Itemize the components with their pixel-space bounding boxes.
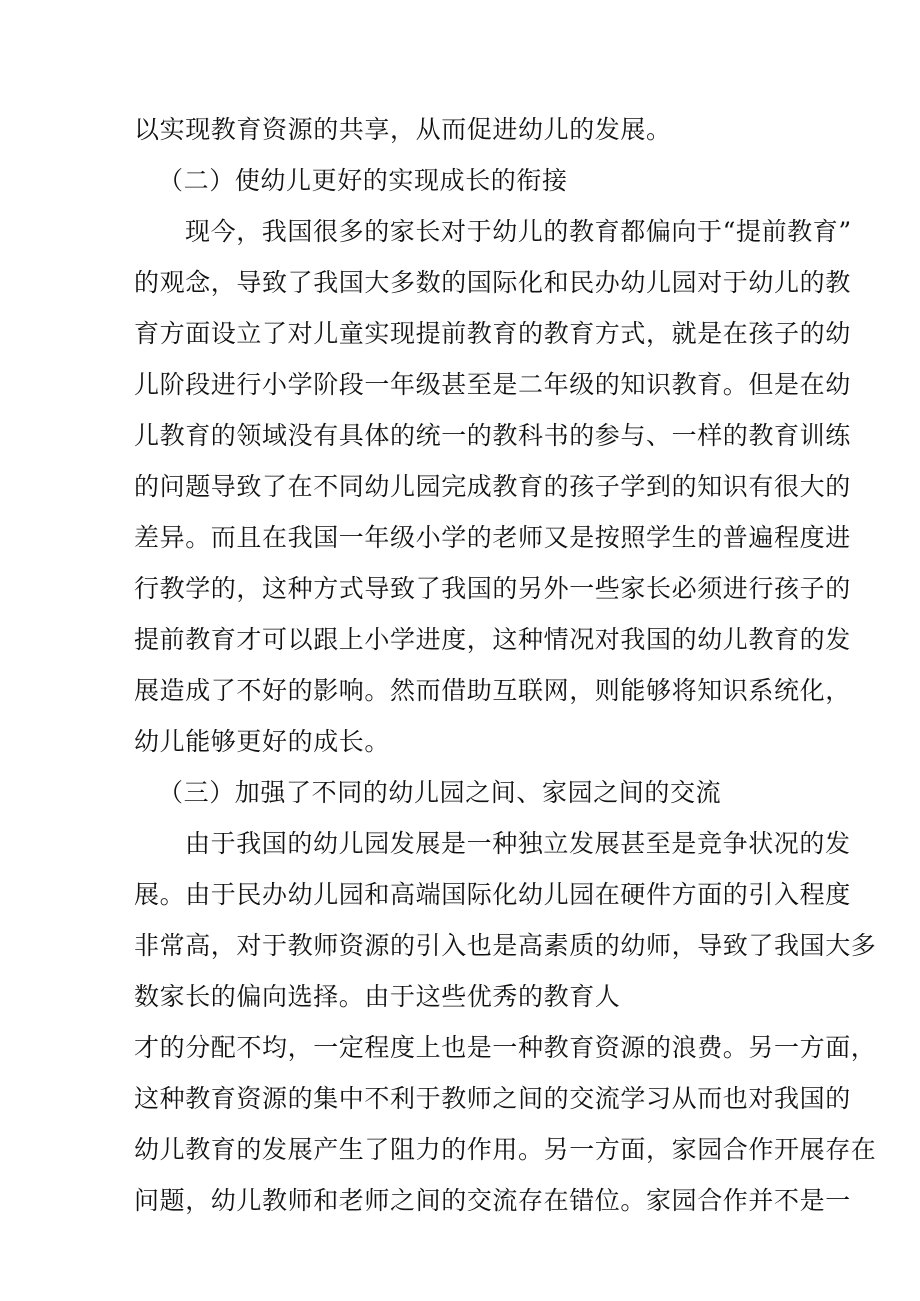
paragraph-line: 才的分配不均，一定程度上也是一种教育资源的浪费。另一方面， <box>134 1033 877 1062</box>
paragraph-line: 提前教育才可以跟上小学进度，这种情况对我国的幼儿教育的发 <box>134 625 851 654</box>
paragraph-line: 这种教育资源的集中不利于教师之间的交流学习从而也对我国的 <box>134 1084 851 1113</box>
paragraph-line: 非常高，对于教师资源的引入也是高素质的幼师，导致了我国大多 <box>134 931 877 960</box>
paragraph-line: 现今，我国很多的家长对于幼儿的教育都偏向于“提前教育” <box>185 217 852 246</box>
paragraph-line: 展造成了不好的影响。然而借助互联网，则能够将知识系统化， <box>134 676 851 705</box>
paragraph-line: 展。由于民办幼儿园和高端国际化幼儿园在硬件方面的引入程度 <box>134 880 851 909</box>
section-heading: （三）加强了不同的幼儿园之间、家园之间的交流 <box>158 778 722 807</box>
paragraph-line: 幼儿能够更好的成长。 <box>134 727 391 756</box>
section-heading: （二）使幼儿更好的实现成长的衔接 <box>158 166 568 195</box>
paragraph-line: 儿教育的领域没有具体的统一的教科书的参与、一样的教育训练 <box>134 421 851 450</box>
paragraph-line: 幼儿教育的发展产生了阻力的作用。另一方面，家园合作开展存在 <box>134 1135 877 1164</box>
paragraph-line: 行教学的，这种方式导致了我国的另外一些家长必须进行孩子的 <box>134 574 851 603</box>
paragraph-line: 的问题导致了在不同幼儿园完成教育的孩子学到的知识有很大的 <box>134 472 851 501</box>
paragraph-line: 的观念，导致了我国大多数的国际化和民办幼儿园对于幼儿的教 <box>134 268 851 297</box>
paragraph-line: 问题，幼儿教师和老师之间的交流存在错位。家园合作并不是一 <box>134 1186 851 1215</box>
paragraph-line: 育方面设立了对儿童实现提前教育的教育方式，就是在孩子的幼 <box>134 319 851 348</box>
paragraph-line: 差异。而且在我国一年级小学的老师又是按照学生的普遍程度进 <box>134 523 851 552</box>
paragraph-line: 数家长的偏向选择。由于这些优秀的教育人 <box>134 982 621 1011</box>
paragraph-line: 由于我国的幼儿园发展是一种独立发展甚至是竞争状况的发 <box>185 829 851 858</box>
paragraph-line: 以实现教育资源的共享，从而促进幼儿的发展。 <box>134 115 672 144</box>
paragraph-line: 儿阶段进行小学阶段一年级甚至是二年级的知识教育。但是在幼 <box>134 370 851 399</box>
